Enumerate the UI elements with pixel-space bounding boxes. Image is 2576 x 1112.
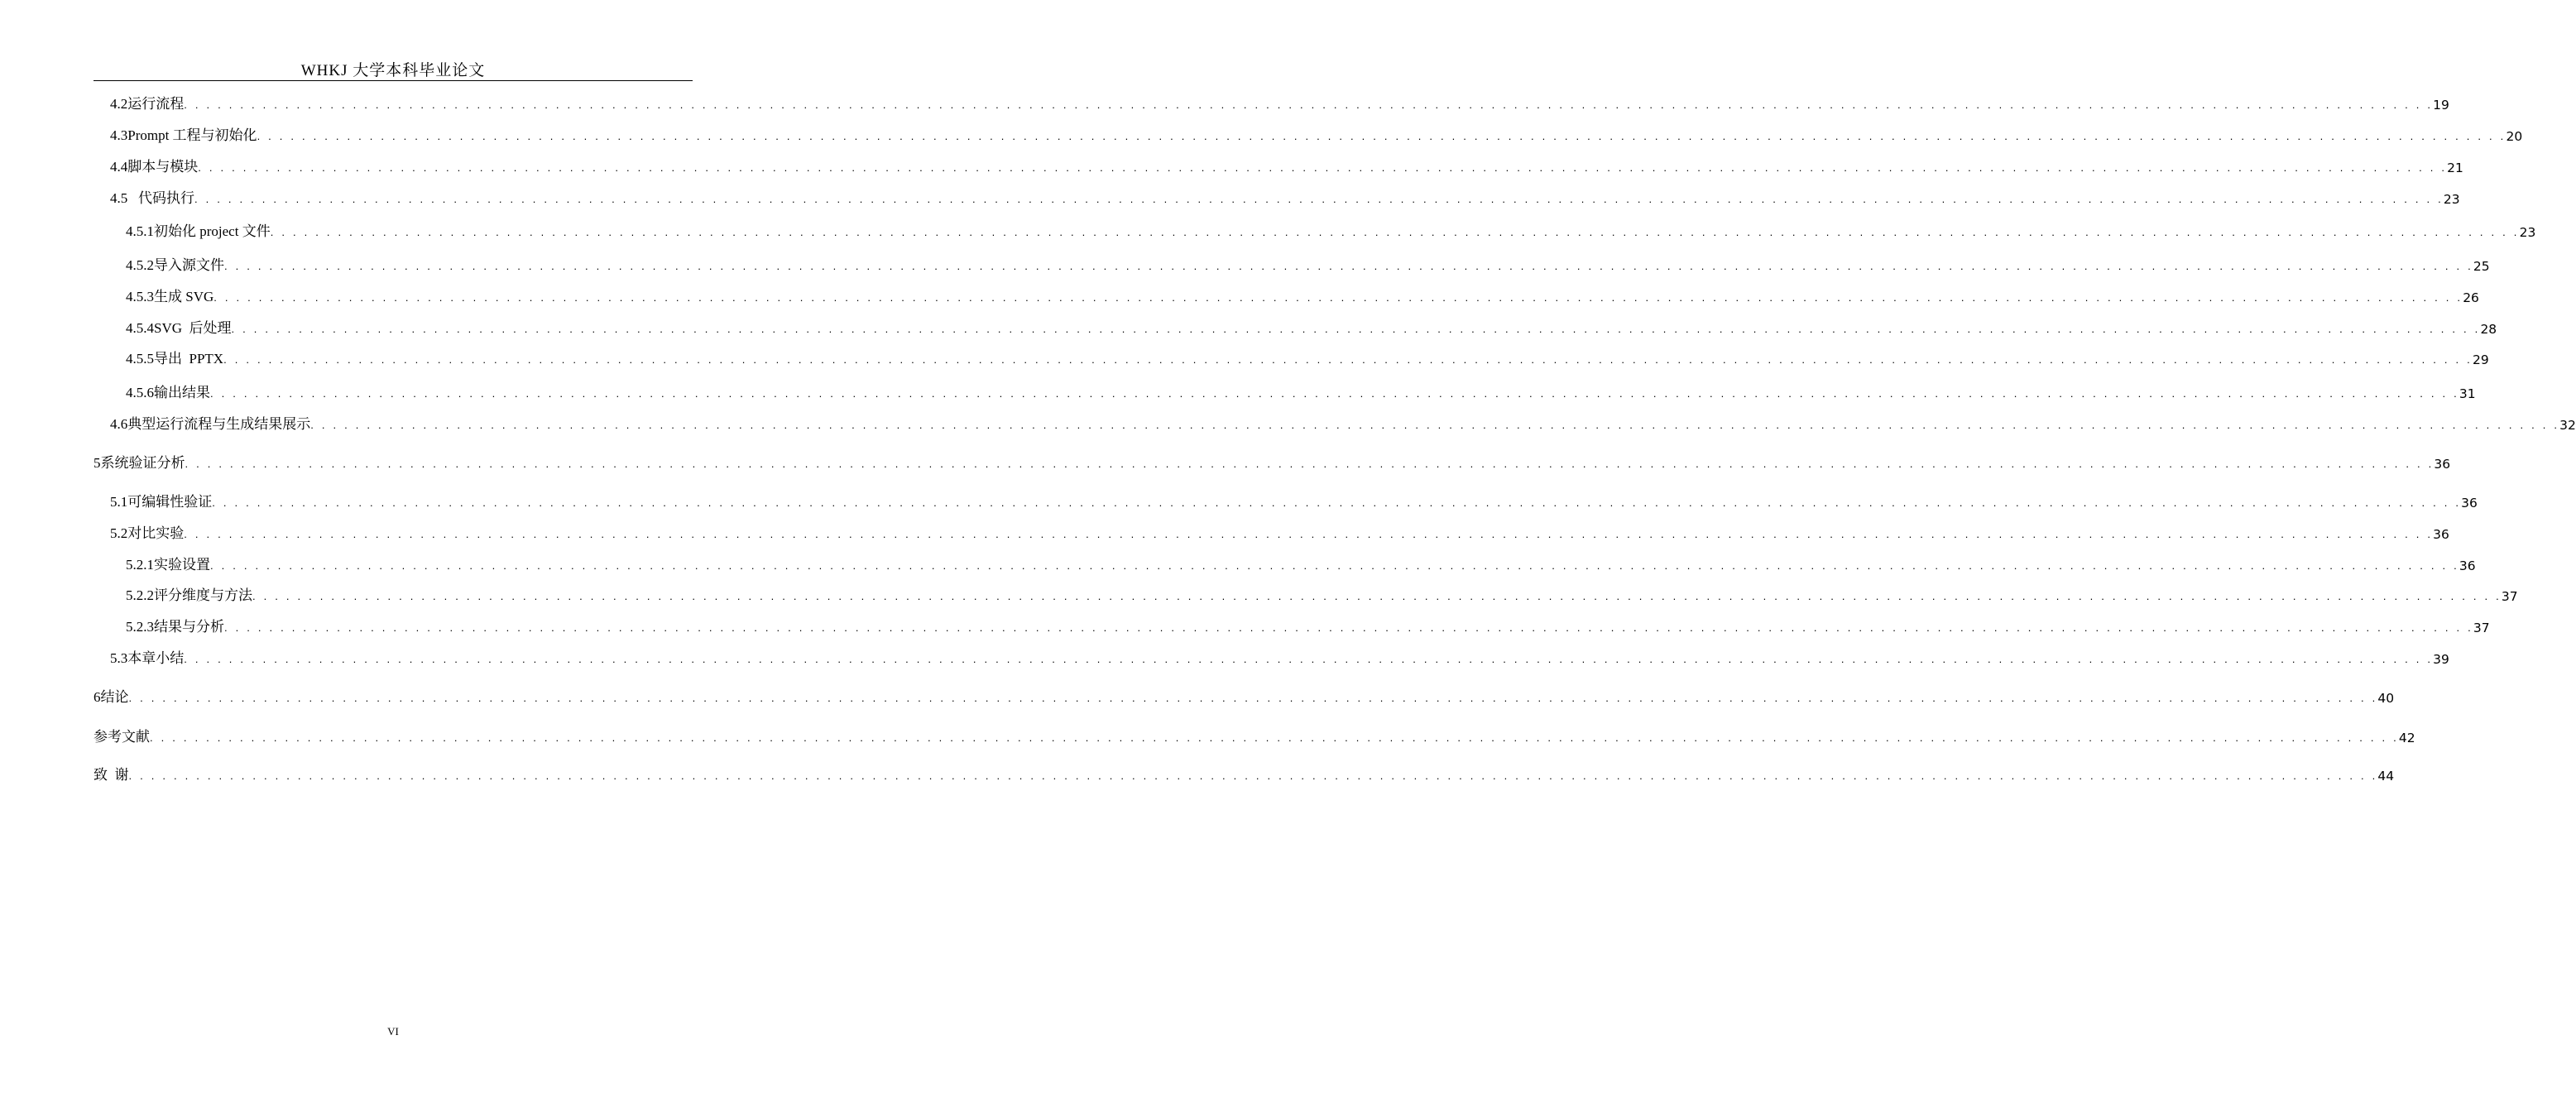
toc-entry[interactable] — [94, 317, 2497, 337]
toc-entry-page: 36 — [2434, 457, 2451, 472]
toc-entry-number: 5.2.1 — [126, 557, 154, 573]
toc-leader-dots: . . . . . . . . . . . . . . . . . . . . . . . . . . . . . . . . . . . . . . . . . . . . . . . . . . . . . . . . . . . . . . . . . . . . . . . . . . . . . . . . . . . . . . . . . . . . . . . . . . . . . . . . . . . . . . . . . . . . . . . . . . . . . . . . . . . . . . . . . . . . . . . . . . . . . . . . . . . . . . . . . . . . . . . . . . . . . . . . . . . . . . . . . . . . . . . . . . . . . . . . — [184, 528, 2434, 540]
toc-leader-dots: . . . . . . . . . . . . . . . . . . . . . . . . . . . . . . . . . . . . . . . . . . . . . . . . . . . . . . . . . . . . . . . . . . . . . . . . . . . . . . . . . . . . . . . . . . . . . . . . . . . . . . . . . . . . . . . . . . . . . . . . . . . . . . . . . . . . . . . . . . . . . . . . . . . . . . . . . . . . . . . . . . . . . . . . . . . . . . . . . . . . . . . . . . . . . . . . . . . . . . . . — [150, 731, 2399, 744]
toc-entry-title: 系统验证分析 — [100, 455, 185, 471]
toc-entry[interactable] — [94, 764, 2395, 784]
toc-entry-page: 37 — [2501, 589, 2518, 604]
toc-entry-number: 4.5.6 — [126, 385, 154, 400]
toc-entry-number: 5.2.2 — [126, 587, 154, 603]
toc-entry-number: 4.4 — [110, 159, 128, 175]
toc-entry[interactable] — [94, 522, 2449, 542]
toc-entry-number: 4.2 — [110, 96, 128, 112]
toc-entry[interactable] — [94, 348, 2489, 367]
toc-entry-page: 28 — [2480, 322, 2497, 337]
toc-leader-dots: . . . . . . . . . . . . . . . . . . . . . . . . . . . . . . . . . . . . . . . . . . . . . . . . . . . . . . . . . . . . . . . . . . . . . . . . . . . . . . . . . . . . . . . . . . . . . . . . . . . . . . . . . . . . . . . . . . . . . . . . . . . . . . . . . . . . . . . . . . . . . . . . . . . . . . . . . . . . . . . . . . . . . . . . . . . . . . . . . . . . . . . . . . . . . . . . . . . . . . . . — [210, 387, 2459, 400]
toc-entry-page: 19 — [2433, 98, 2449, 113]
toc-entry-number: 4.6 — [110, 416, 128, 432]
toc-entry-page: 23 — [2443, 192, 2460, 207]
toc-entry-page: 36 — [2461, 496, 2478, 510]
toc-entry[interactable] — [94, 220, 2536, 240]
toc-leader-dots: . . . . . . . . . . . . . . . . . . . . . . . . . . . . . . . . . . . . . . . . . . . . . . . . . . . . . . . . . . . . . . . . . . . . . . . . . . . . . . . . . . . . . . . . . . . . . . . . . . . . . . . . . . . . . . . . . . . . . . . . . . . . . . . . . . . . . . . . . . . . . . . . . . . . . . . . . . . . . . . . . . . . . . . . . . . . . . . . . . . . . . . . . . . . . . . . . . . . . . . . — [194, 193, 2444, 205]
toc-leader-dots: . . . . . . . . . . . . . . . . . . . . . . . . . . . . . . . . . . . . . . . . . . . . . . . . . . . . . . . . . . . . . . . . . . . . . . . . . . . . . . . . . . . . . . . . . . . . . . . . . . . . . . . . . . . . . . . . . . . . . . . . . . . . . . . . . . . . . . . . . . . . . . . . . . . . . . . . . . . . . . . . . . . . . . . . . . . . . . . . . . . . . . . . . . . . . . . . . . . . . . . . — [185, 458, 2434, 470]
toc-entry-title: SVG 后处理 — [154, 320, 232, 336]
toc-leader-dots: . . . . . . . . . . . . . . . . . . . . . . . . . . . . . . . . . . . . . . . . . . . . . . . . . . . . . . . . . . . . . . . . . . . . . . . . . . . . . . . . . . . . . . . . . . . . . . . . . . . . . . . . . . . . . . . . . . . . . . . . . . . . . . . . . . . . . . . . . . . . . . . . . . . . . . . . . . . . . . . . . . . . . . . . . . . . . . . . . . . . . . . . . . . . . . . . . . . . . . . . — [224, 260, 2473, 272]
toc-entry-page: 39 — [2433, 652, 2449, 667]
toc-entry-title: 初始化 project 文件 — [154, 223, 271, 239]
page-number: VI — [387, 1025, 399, 1038]
toc-entry-number: 4.5.5 — [126, 351, 154, 367]
toc-entry-title: 脚本与模块 — [127, 159, 199, 175]
toc-entry-page: 31 — [2458, 386, 2476, 401]
toc-entry[interactable] — [94, 156, 2463, 175]
toc-entry-number: 4.5 — [110, 190, 128, 206]
toc-leader-dots: . . . . . . . . . . . . . . . . . . . . . . . . . . . . . . . . . . . . . . . . . . . . . . . . . . . . . . . . . . . . . . . . . . . . . . . . . . . . . . . . . . . . . . . . . . . . . . . . . . . . . . . . . . . . . . . . . . . . . . . . . . . . . . . . . . . . . . . . . . . . . . . . . . . . . . . . . . . . . . . . . . . . . . . . . . . . . . . . . . . . . . . . . . . . . . . . . . . . . . . . — [212, 496, 2462, 509]
toc-leader-dots: . . . . . . . . . . . . . . . . . . . . . . . . . . . . . . . . . . . . . . . . . . . . . . . . . . . . . . . . . . . . . . . . . . . . . . . . . . . . . . . . . . . . . . . . . . . . . . . . . . . . . . . . . . . . . . . . . . . . . . . . . . . . . . . . . . . . . . . . . . . . . . . . . . . . . . . . . . . . . . . . . . . . . . . . . . . . . . . . . . . . . . . . . . . . . . . . . . . . . . . . — [184, 98, 2434, 111]
toc-entry-title: Prompt 工程与初始化 — [127, 127, 257, 143]
toc-entry-title: 致 谢 — [94, 767, 129, 783]
toc-entry[interactable] — [94, 491, 2478, 510]
toc-entry[interactable] — [94, 285, 2479, 305]
toc-entry-number: 5.2 — [110, 525, 128, 541]
header-rule — [94, 80, 693, 81]
toc-entry-number: 5.1 — [110, 494, 128, 510]
toc-entry-number: 4.3 — [110, 127, 128, 143]
toc-leader-dots: . . . . . . . . . . . . . . . . . . . . . . . . . . . . . . . . . . . . . . . . . . . . . . . . . . . . . . . . . . . . . . . . . . . . . . . . . . . . . . . . . . . . . . . . . . . . . . . . . . . . . . . . . . . . . . . . . . . . . . . . . . . . . . . . . . . . . . . . . . . . . . . . . . . . . . . . . . . . . . . . . . . . . . . . . . . . . . . . . . . . . . . . . . . . . . . . . . . . . . . . — [128, 692, 2378, 704]
toc-leader-dots: . . . . . . . . . . . . . . . . . . . . . . . . . . . . . . . . . . . . . . . . . . . . . . . . . . . . . . . . . . . . . . . . . . . . . . . . . . . . . . . . . . . . . . . . . . . . . . . . . . . . . . . . . . . . . . . . . . . . . . . . . . . . . . . . . . . . . . . . . . . . . . . . . . . . . . . . . . . . . . . . . . . . . . . . . . . . . . . . . . . . . . . . . . . . . . . . . . . . . . . . — [223, 353, 2473, 366]
toc-entry-page: 25 — [2473, 259, 2490, 274]
toc-entry[interactable] — [94, 554, 2476, 573]
toc-entry[interactable] — [94, 93, 2449, 113]
toc-leader-dots: . . . . . . . . . . . . . . . . . . . . . . . . . . . . . . . . . . . . . . . . . . . . . . . . . . . . . . . . . . . . . . . . . . . . . . . . . . . . . . . . . . . . . . . . . . . . . . . . . . . . . . . . . . . . . . . . . . . . . . . . . . . . . . . . . . . . . . . . . . . . . . . . . . . . . . . . . . . . . . . . . . . . . . . . . . . . . . . . . . . . . . . . . . . . . . . . . . . . . . . . — [252, 590, 2502, 602]
toc-entry-number: 5.3 — [110, 650, 128, 666]
toc-entry-page: 29 — [2473, 352, 2489, 367]
toc-entry-title: 典型运行流程与生成结果展示 — [127, 416, 311, 432]
toc-entry-title: 本章小结 — [127, 650, 185, 666]
toc-leader-dots: . . . . . . . . . . . . . . . . . . . . . . . . . . . . . . . . . . . . . . . . . . . . . . . . . . . . . . . . . . . . . . . . . . . . . . . . . . . . . . . . . . . . . . . . . . . . . . . . . . . . . . . . . . . . . . . . . . . . . . . . . . . . . . . . . . . . . . . . . . . . . . . . . . . . . . . . . . . . . . . . . . . . . . . . . . . . . . . . . . . . . . . . . . . . . . . . . . . . . . . . — [257, 130, 2506, 142]
toc-entry[interactable] — [94, 413, 2576, 433]
toc-entry[interactable] — [94, 584, 2518, 604]
toc-entry-page: 36 — [2433, 527, 2449, 542]
toc-entry[interactable] — [94, 381, 2476, 401]
toc-entry-title: 实验设置 — [154, 557, 210, 573]
toc-entry-page: 20 — [2506, 129, 2523, 144]
toc-entry-page: 21 — [2447, 161, 2463, 175]
toc-entry[interactable] — [94, 187, 2460, 207]
toc-entry-page: 37 — [2473, 621, 2490, 635]
toc-leader-dots: . . . . . . . . . . . . . . . . . . . . . . . . . . . . . . . . . . . . . . . . . . . . . . . . . . . . . . . . . . . . . . . . . . . . . . . . . . . . . . . . . . . . . . . . . . . . . . . . . . . . . . . . . . . . . . . . . . . . . . . . . . . . . . . . . . . . . . . . . . . . . . . . . . . . . . . . . . . . . . . . . . . . . . . . . . . . . . . . . . . . . . . . . . . . . . . . . . . . . . . . — [128, 769, 2378, 782]
toc-entry-number: 6 — [94, 689, 101, 705]
toc-entry-number: 4.5.4 — [126, 320, 154, 336]
toc-leader-dots: . . . . . . . . . . . . . . . . . . . . . . . . . . . . . . . . . . . . . . . . . . . . . . . . . . . . . . . . . . . . . . . . . . . . . . . . . . . . . . . . . . . . . . . . . . . . . . . . . . . . . . . . . . . . . . . . . . . . . . . . . . . . . . . . . . . . . . . . . . . . . . . . . . . . . . . . . . . . . . . . . . . . . . . . . . . . . . . . . . . . . . . . . . . . . . . . . . . . . . . . — [310, 419, 2560, 431]
toc-entry-number: 4.5.1 — [126, 223, 154, 239]
toc-entry[interactable] — [94, 124, 2523, 144]
toc-entry-page: 40 — [2377, 691, 2395, 706]
toc-entry-page: 36 — [2458, 558, 2476, 573]
toc-leader-dots: . . . . . . . . . . . . . . . . . . . . . . . . . . . . . . . . . . . . . . . . . . . . . . . . . . . . . . . . . . . . . . . . . . . . . . . . . . . . . . . . . . . . . . . . . . . . . . . . . . . . . . . . . . . . . . . . . . . . . . . . . . . . . . . . . . . . . . . . . . . . . . . . . . . . . . . . . . . . . . . . . . . . . . . . . . . . . . . . . . . . . . . . . . . . . . . . . . . . . . . . — [184, 653, 2434, 665]
toc-leader-dots: . . . . . . . . . . . . . . . . . . . . . . . . . . . . . . . . . . . . . . . . . . . . . . . . . . . . . . . . . . . . . . . . . . . . . . . . . . . . . . . . . . . . . . . . . . . . . . . . . . . . . . . . . . . . . . . . . . . . . . . . . . . . . . . . . . . . . . . . . . . . . . . . . . . . . . . . . . . . . . . . . . . . . . . . . . . . . . . . . . . . . . . . . . . . . . . . . . . . . . . . — [224, 621, 2473, 634]
toc-entry-title: 代码执行 — [127, 190, 194, 206]
toc-leader-dots: . . . . . . . . . . . . . . . . . . . . . . . . . . . . . . . . . . . . . . . . . . . . . . . . . . . . . . . . . . . . . . . . . . . . . . . . . . . . . . . . . . . . . . . . . . . . . . . . . . . . . . . . . . . . . . . . . . . . . . . . . . . . . . . . . . . . . . . . . . . . . . . . . . . . . . . . . . . . . . . . . . . . . . . . . . . . . . . . . . . . . . . . . . . . . . . . . . . . . . . . — [213, 291, 2463, 304]
toc-leader-dots: . . . . . . . . . . . . . . . . . . . . . . . . . . . . . . . . . . . . . . . . . . . . . . . . . . . . . . . . . . . . . . . . . . . . . . . . . . . . . . . . . . . . . . . . . . . . . . . . . . . . . . . . . . . . . . . . . . . . . . . . . . . . . . . . . . . . . . . . . . . . . . . . . . . . . . . . . . . . . . . . . . . . . . . . . . . . . . . . . . . . . . . . . . . . . . . . . . . . . . . . — [210, 559, 2459, 572]
toc-entry[interactable] — [94, 686, 2395, 706]
toc-entry-number: 4.5.3 — [126, 289, 154, 304]
toc-entry[interactable] — [94, 452, 2451, 472]
toc-leader-dots: . . . . . . . . . . . . . . . . . . . . . . . . . . . . . . . . . . . . . . . . . . . . . . . . . . . . . . . . . . . . . . . . . . . . . . . . . . . . . . . . . . . . . . . . . . . . . . . . . . . . . . . . . . . . . . . . . . . . . . . . . . . . . . . . . . . . . . . . . . . . . . . . . . . . . . . . . . . . . . . . . . . . . . . . . . . . . . . . . . . . . . . . . . . . . . . . . . . . . . . . — [231, 323, 2481, 335]
toc-entry-title: 导入源文件 — [154, 257, 224, 273]
toc-entry-title: 运行流程 — [127, 96, 185, 112]
toc-entry-title: 参考文献 — [94, 729, 150, 745]
toc-entry-title: 输出结果 — [154, 385, 210, 400]
toc-entry-page: 42 — [2398, 731, 2415, 745]
toc-entry-title: 结论 — [100, 689, 129, 705]
toc-entry[interactable] — [94, 254, 2490, 274]
toc-entry-title: 结果与分析 — [154, 619, 224, 635]
toc-entry-page: 23 — [2519, 225, 2536, 240]
toc-entry-title: 可编辑性验证 — [127, 494, 213, 510]
toc-entry-number: 5 — [94, 455, 101, 471]
toc-entry[interactable] — [94, 726, 2415, 745]
toc-entry-title: 评分维度与方法 — [154, 587, 252, 603]
toc-entry-number: 5.2.3 — [126, 619, 154, 635]
toc-entry-number: 4.5.2 — [126, 257, 154, 273]
toc-entry-page: 32 — [2559, 418, 2576, 433]
toc-leader-dots: . . . . . . . . . . . . . . . . . . . . . . . . . . . . . . . . . . . . . . . . . . . . . . . . . . . . . . . . . . . . . . . . . . . . . . . . . . . . . . . . . . . . . . . . . . . . . . . . . . . . . . . . . . . . . . . . . . . . . . . . . . . . . . . . . . . . . . . . . . . . . . . . . . . . . . . . . . . . . . . . . . . . . . . . . . . . . . . . . . . . . . . . . . . . . . . . . . . . . . . . — [270, 226, 2520, 238]
toc-entry-title: 对比实验 — [127, 525, 185, 541]
toc-entry[interactable] — [94, 616, 2490, 635]
toc-entry-page: 26 — [2463, 290, 2479, 305]
toc-entry[interactable] — [94, 647, 2449, 667]
running-header: WHKJ 大学本科毕业论文 — [300, 62, 486, 79]
toc-entry-page: 44 — [2377, 769, 2395, 784]
toc-entry-title: 生成 SVG — [154, 289, 214, 304]
toc-leader-dots: . . . . . . . . . . . . . . . . . . . . . . . . . . . . . . . . . . . . . . . . . . . . . . . . . . . . . . . . . . . . . . . . . . . . . . . . . . . . . . . . . . . . . . . . . . . . . . . . . . . . . . . . . . . . . . . . . . . . . . . . . . . . . . . . . . . . . . . . . . . . . . . . . . . . . . . . . . . . . . . . . . . . . . . . . . . . . . . . . . . . . . . . . . . . . . . . . . . . . . . . — [198, 161, 2448, 174]
toc-entry-title: 导出 PPTX — [154, 351, 224, 367]
